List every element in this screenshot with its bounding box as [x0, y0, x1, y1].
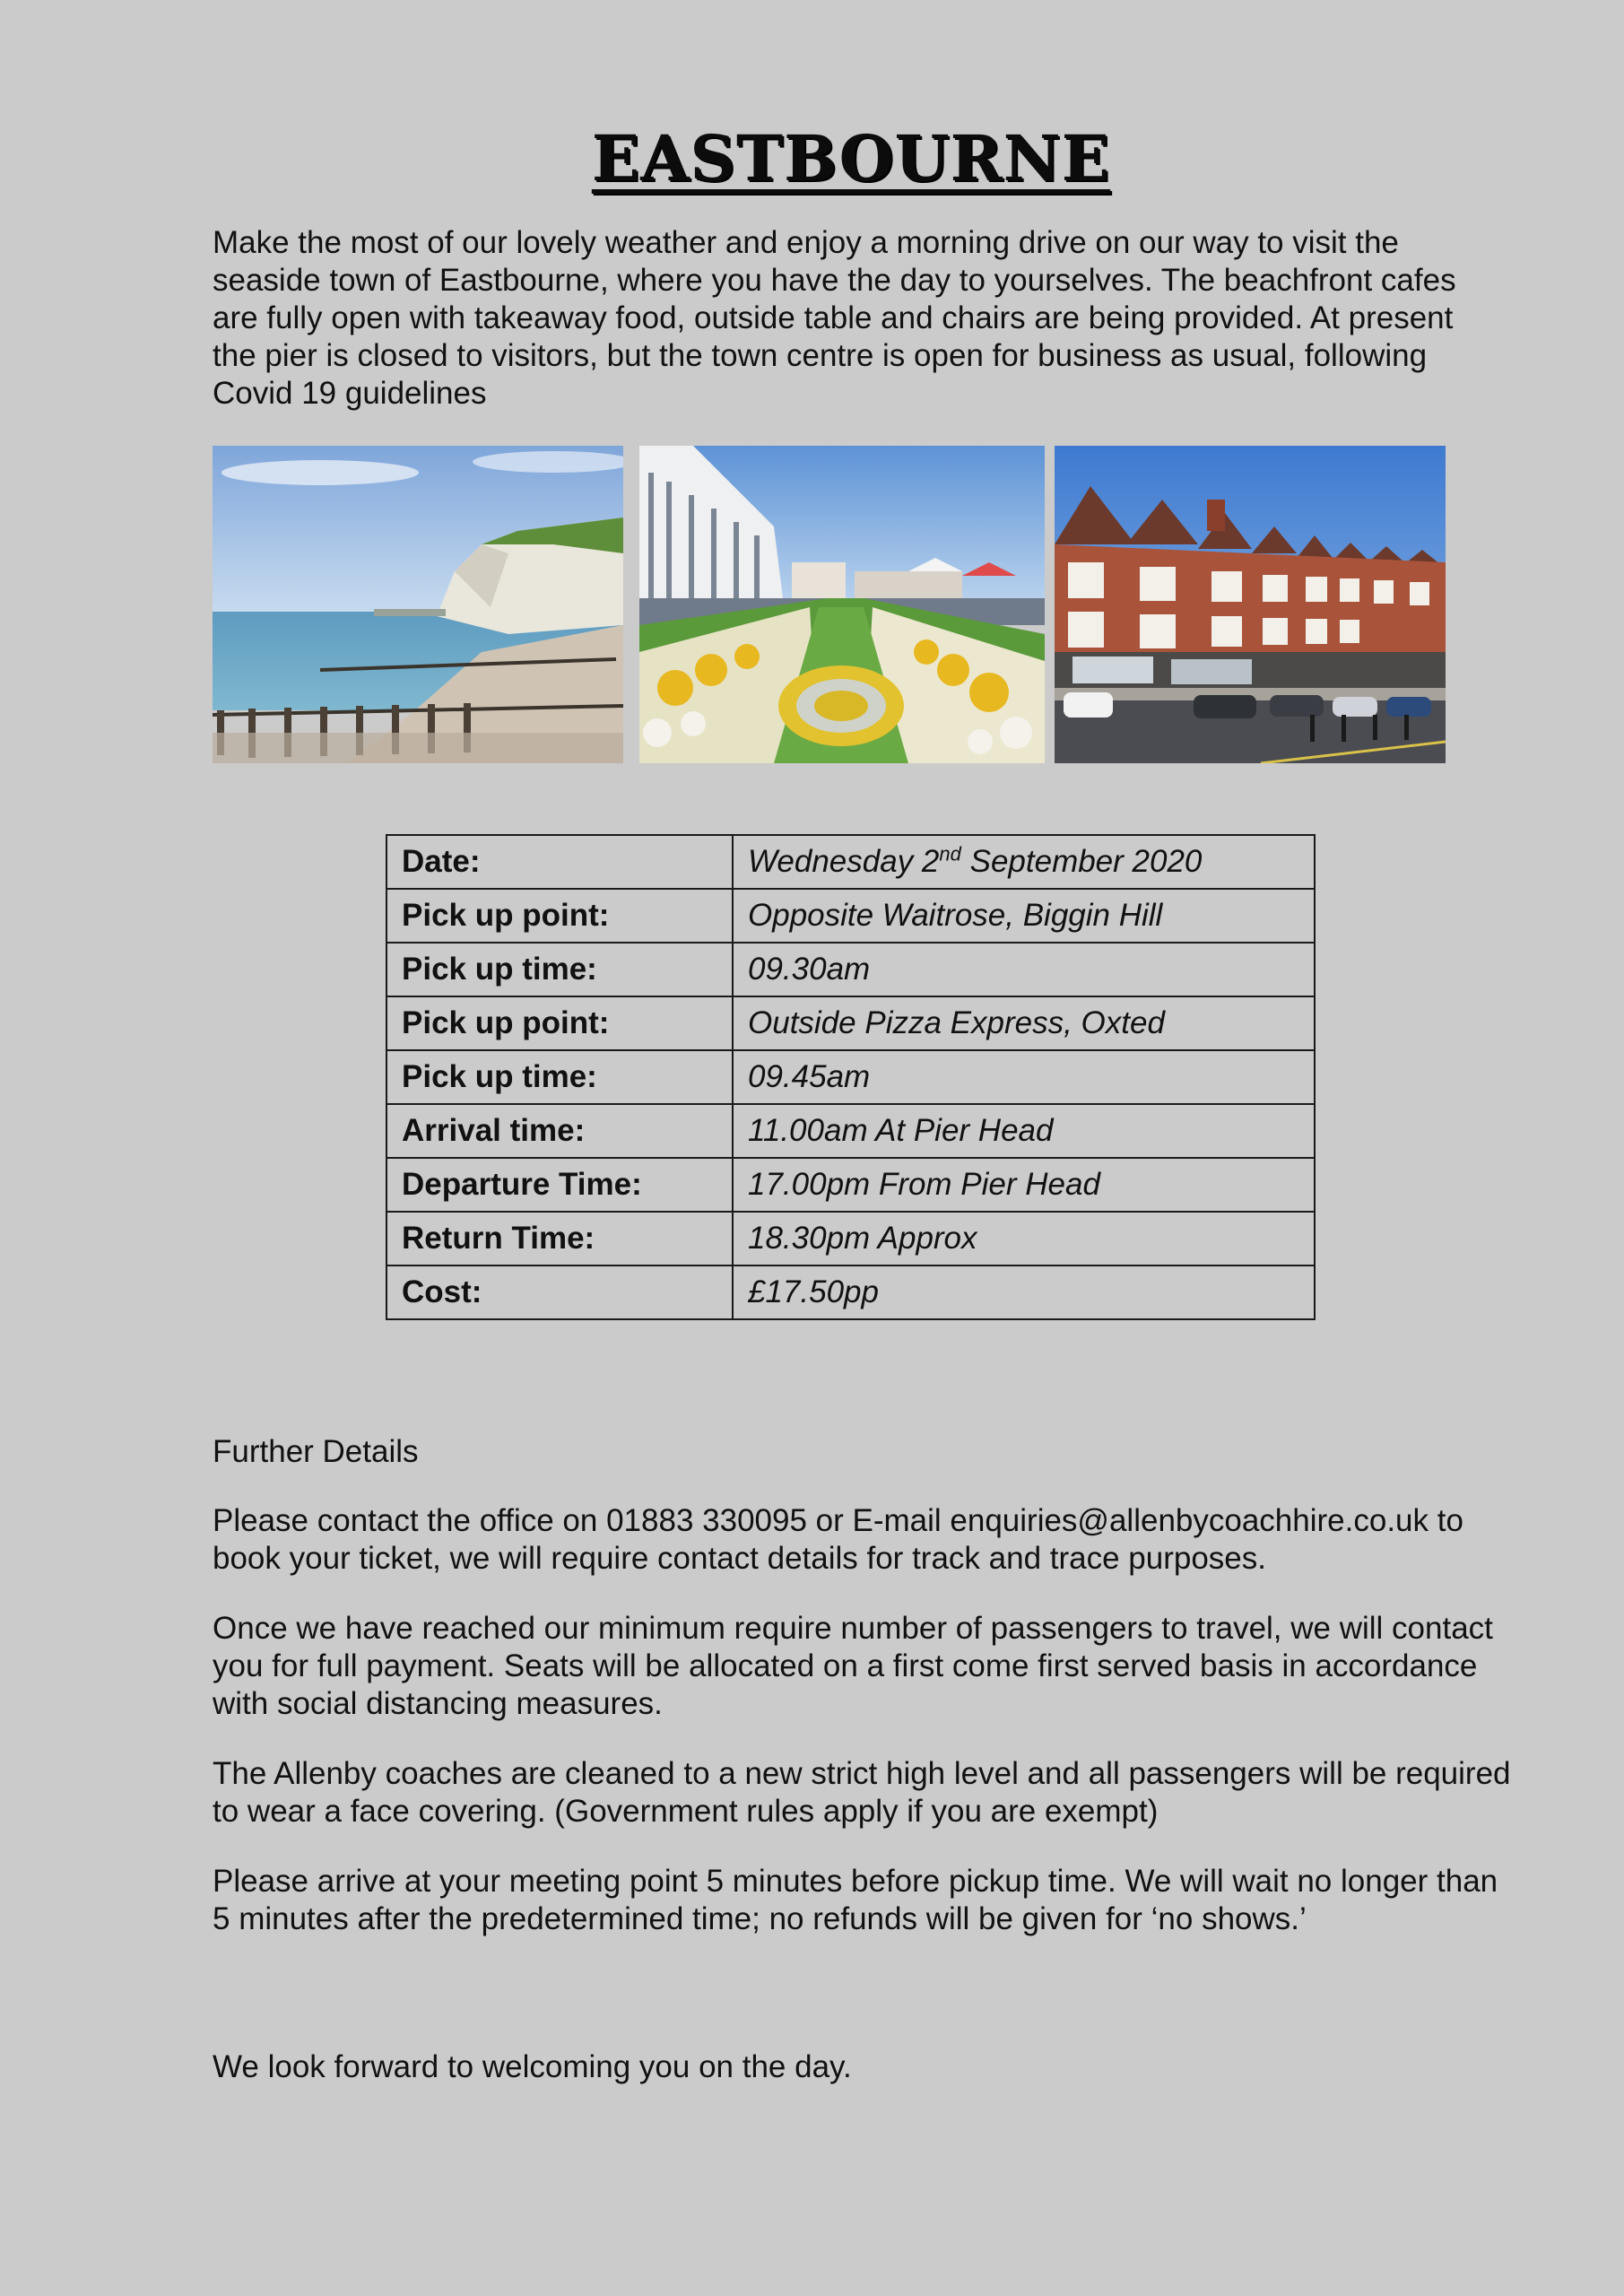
table-row — [386, 889, 1315, 943]
further-details-section — [213, 1433, 1522, 1970]
row-value: 09.45am — [733, 1050, 1315, 1104]
closing-line: We look forward to welcoming you on the day. — [213, 2049, 852, 2084]
row-value: 18.30pm Approx — [733, 1212, 1315, 1265]
row-value: Wednesday 2nd September 2020 — [733, 835, 1315, 889]
payment-paragraph: Once we have reached our minimum require number of passengers to travel, we will contact you for full payment. Seats will be allocated on a first come first served basis in accordance with social distancing measures. — [213, 1611, 1493, 1721]
intro-paragraph: Make the most of our lovely weather and enjoy a morning drive on our way to visit the seaside town of Eastbourne, where you have the day to yourselves. The beachfront cafes are fully open with takeaway food, outside table and chairs are being provided. At present the pier is closed to visitors, but the town centre is open for business as usual, following Covid 19 guidelines — [213, 225, 1456, 411]
table-row — [386, 996, 1315, 1050]
row-label: Return Time: — [386, 1212, 733, 1265]
cliffs-photo — [213, 446, 623, 763]
table-row — [386, 943, 1315, 996]
row-label: Pick up time: — [386, 1050, 733, 1104]
hygiene-paragraph: The Allenby coaches are cleaned to a new strict high level and all passengers will be required to wear a face covering. (Government rules apply if you are exempt) — [213, 1756, 1511, 1829]
row-value: 11.00am At Pier Head — [733, 1104, 1315, 1158]
row-label: Arrival time: — [386, 1104, 733, 1158]
contact-paragraph: Please contact the office on 01883 330095 or E-mail enquiries@allenbycoachhire.co.uk to book your ticket, we will require contact details for track and trace purposes. — [213, 1503, 1463, 1576]
row-value: 17.00pm From Pier Head — [733, 1158, 1315, 1212]
table-row — [386, 1104, 1315, 1158]
row-value: Opposite Waitrose, Biggin Hill — [733, 889, 1315, 943]
page-title: EASTBOURNE — [591, 121, 1111, 196]
row-value: 09.30am — [733, 943, 1315, 996]
townhouses-photo — [1055, 446, 1446, 763]
row-label: Pick up point: — [386, 996, 733, 1050]
row-value: £17.50pp — [733, 1265, 1315, 1319]
table-row — [386, 1158, 1315, 1212]
table-row — [386, 1050, 1315, 1104]
row-label: Cost: — [386, 1265, 733, 1319]
row-label: Pick up time: — [386, 943, 733, 996]
row-label: Departure Time: — [386, 1158, 733, 1212]
row-label: Date: — [386, 835, 733, 889]
row-value: Outside Pizza Express, Oxted — [733, 996, 1315, 1050]
table-row — [386, 1212, 1315, 1265]
further-details-heading: Further Details — [213, 1434, 419, 1469]
trip-details-table — [386, 834, 1316, 1320]
promenade-gardens-photo — [639, 446, 1045, 763]
row-label: Pick up point: — [386, 889, 733, 943]
table-row — [386, 1265, 1315, 1319]
arrival-paragraph: Please arrive at your meeting point 5 minutes before pickup time. We will wait no longer than 5 minutes after the predetermined time; no refunds will be given for ‘no shows.’ — [213, 1864, 1498, 1936]
table-row — [386, 835, 1315, 889]
